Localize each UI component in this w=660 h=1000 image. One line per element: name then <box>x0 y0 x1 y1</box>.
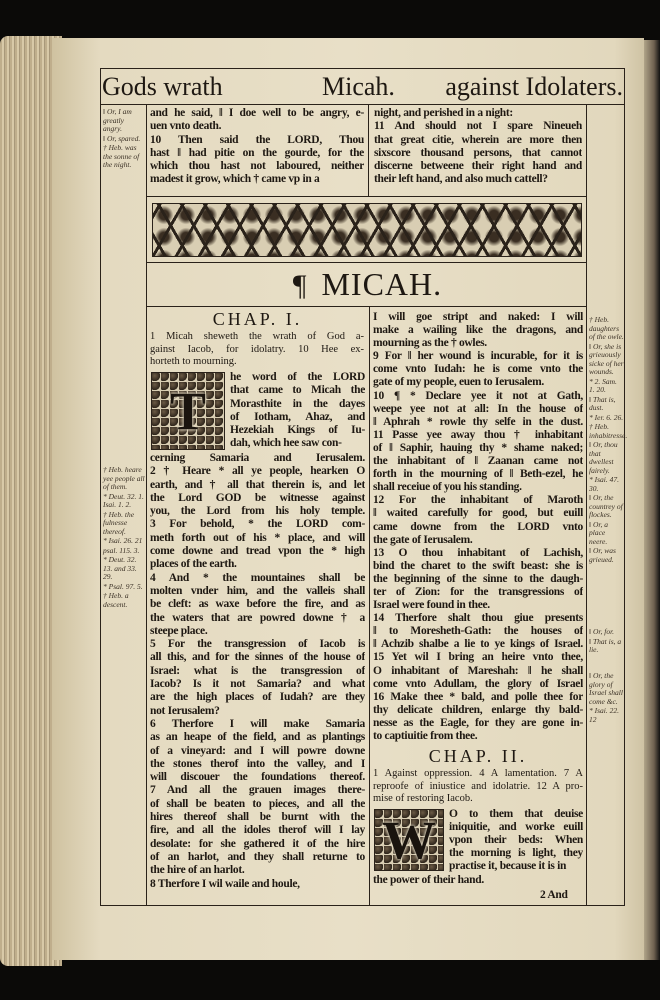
text-line: thy delicate children, enlarge thy bald- <box>373 703 583 716</box>
text-line: their left hand, and also much cattell? <box>374 173 548 186</box>
text-line: 1 Micah sheweth the wrath of God a- <box>150 331 364 342</box>
text-line: vpon their beds: When <box>449 834 583 847</box>
margin-note: * Isai. 47. 30. <box>589 475 619 493</box>
chapter-1-opening <box>230 371 365 451</box>
text-line: are the high places of Iudah? are they <box>150 691 365 704</box>
text-line: bind the charet to the swift beast: she is <box>373 559 583 572</box>
margin-note: * Deut. 32. 13. and 33. 29. <box>103 555 137 581</box>
text-line: gate of my people, euen to Ierusalem. <box>373 376 544 389</box>
catchword: 2 And <box>540 889 568 901</box>
text-line: desolate: for she gathered it of the hire <box>150 837 365 850</box>
text-line: not Ierusalem? <box>150 704 220 717</box>
dropcap-t: T <box>151 372 225 450</box>
dropcap-w: W <box>374 809 444 871</box>
running-head-left: Gods wrath <box>102 72 223 101</box>
chapter-1-text <box>150 452 365 891</box>
text-line: 10 ¶ * Declare yee it not at Gath, <box>373 389 583 402</box>
text-line: gainst Iacob, for idolatry. 10 Hee ex- <box>150 343 364 355</box>
text-line: shall receiue of you his standing. <box>373 481 522 494</box>
text-line: 15 Yet wil I bring an heire vnto thee, <box>373 651 583 664</box>
header-rule <box>100 104 625 105</box>
text-line: come vnto Iudah: he is come vnto the <box>373 363 583 376</box>
text-line: O to them that deuise <box>449 808 583 820</box>
margin-note: ‖ Or, the glory of Israel shall come &c. <box>589 671 623 706</box>
right-margin-notes-a <box>589 315 628 565</box>
text-line: 10 Then said the LORD, Thou <box>150 133 364 146</box>
text-line: ter of Zion: for the transgressions of <box>373 585 583 598</box>
text-line: weepe yee not at all: In the house of <box>373 402 583 415</box>
text-line: 11 Passe yee away thou † inhabitant <box>373 428 583 441</box>
text-line: came downe from the LORD vnto <box>373 520 583 533</box>
text-line: sixscore thousand persons, that cannot <box>374 146 582 159</box>
text-line: madest it grow, which † came vp in a <box>150 173 320 186</box>
book-title-text: MICAH. <box>321 266 443 302</box>
text-line: 12 For the inhabitant of Maroth <box>373 494 583 507</box>
right-column-text <box>373 311 583 743</box>
top-left-column <box>150 107 364 187</box>
chapter-2-summary <box>373 768 583 806</box>
text-line: 1 Against oppression. 4 A lamentation. 7 A <box>373 768 583 779</box>
margin-note: ‖ Or, a place neere. <box>589 519 608 546</box>
main-column-rule <box>369 306 370 906</box>
title-rule <box>146 306 586 307</box>
text-line: he word of the LORD <box>230 371 365 383</box>
text-line: dah, which hee saw con- <box>230 437 342 450</box>
margin-note: † Heb. a descent. <box>103 591 129 609</box>
text-line: ‖ Aphrah * rowle thy selfe in the dust. <box>373 415 583 428</box>
text-line: the power of their hand. <box>373 874 484 886</box>
text-line: hast ‖ had pitie on the gourde, for the <box>150 146 364 159</box>
text-line: 5 For the transgression of Iacob is <box>150 638 365 651</box>
right-margin-rule <box>586 104 587 906</box>
text-line: be cleft: as waxe before the fire, and as <box>150 598 365 611</box>
text-line: steepe place. <box>150 624 208 637</box>
text-line: of a vineyard: and I will powre downe <box>150 744 365 757</box>
text-line: earth, and † all that therein is, and let <box>150 478 365 491</box>
text-line: reproofe of iniustice and idolatrie. 12 A pro- <box>373 780 583 792</box>
left-margin-rule <box>146 104 147 906</box>
text-line: make a wailing like the dragons, and <box>373 324 583 337</box>
margin-note: * Deut. 32. 1. Isai. 1. 2. <box>103 491 144 509</box>
text-line: nesse as the Eagle, for they are gone in- <box>373 716 583 729</box>
text-line: 14 Therfore shalt thou giue presents <box>373 612 583 625</box>
text-line: the inhabitant of ‖ Zaanan came not <box>373 455 583 468</box>
text-line: night, and perished in a night: <box>374 107 513 119</box>
text-line: O inhabitant of Mareshah: ‖ he shall <box>373 664 583 677</box>
chapter-2-opening <box>449 808 583 873</box>
text-line: of an harlot, and they shall returne to <box>150 850 365 863</box>
text-line: of shall be beaten to pieces, and all the <box>150 797 365 810</box>
top-column-rule <box>368 104 369 196</box>
text-line: the hire of an harlot. <box>150 864 245 877</box>
text-line: that great citie, wherein are more then <box>374 133 582 146</box>
chapter-1-heading: CHAP. I. <box>212 309 303 329</box>
margin-note: * Psal. 97. 5. <box>103 581 143 591</box>
text-line: will discouer the foundations thereof. <box>150 771 365 784</box>
text-line: Morasthite in the dayes <box>230 397 365 410</box>
text-line: 9 For ‖ her wound is incurable, for it is <box>373 350 583 363</box>
text-line: the waters that are powred downe † a <box>150 611 365 624</box>
top-right-column <box>374 107 582 187</box>
margin-note: psal. 115. 3. <box>103 545 140 555</box>
book-title <box>150 264 585 304</box>
text-line: meth forth out of his * place, and will <box>150 531 365 544</box>
text-line: ‖ waited carefully for good, but euill <box>373 507 583 520</box>
text-line: 4 And * the mountaines shall be <box>150 571 365 584</box>
margin-note: ‖ Or, was grieued. <box>589 546 616 564</box>
right-margin-notes-c <box>589 672 624 725</box>
text-line: 3 For behold, * the LORD com- <box>150 518 365 531</box>
margin-note: ‖ Or, spared. <box>103 133 141 143</box>
text-line: forth in the mourning of ‖ Beth-ezel, he <box>373 468 583 481</box>
text-line: horteth to mourning. <box>150 356 237 367</box>
text-line: 8 Therfore I wil waile and houle, <box>150 877 300 890</box>
margin-note: * Isai. 22. 12 <box>589 706 619 724</box>
text-line: the morning is light, they <box>449 847 583 860</box>
text-line: come vnto Adullam, the glory of Israel <box>373 677 583 690</box>
text-line: mise of restoring Iacob. <box>373 793 473 804</box>
text-line: Iacob? Is it not Samaria? and what <box>150 678 365 691</box>
top-section-rule <box>146 196 586 197</box>
margin-note: † Heb. inhabitresse. <box>589 422 628 440</box>
text-line: and he said, ‖ I doe well to be angry, e- <box>150 107 364 119</box>
margin-note: † Heb. was the sonne of the night. <box>103 143 140 169</box>
text-line: 6 Therfore I will make Samaria <box>150 717 365 730</box>
text-line: Israel were found in thee. <box>373 599 490 612</box>
text-line: which thou hast not laboured, neither <box>150 160 364 173</box>
text-line: uen vnto death. <box>150 120 222 133</box>
text-line: of ‖ Saphir, hauing thy * shame naked; <box>373 441 583 454</box>
margin-note: * 2. Sam. 1. 20. <box>589 376 617 394</box>
margin-note: † Heb. heare yee people all of them. <box>103 465 145 491</box>
running-head-center: Micah. <box>322 72 395 101</box>
text-line: 7 And all the grauen images there- <box>150 784 365 797</box>
top-margin-notes <box>103 108 144 171</box>
ornament-rule <box>146 262 586 263</box>
text-line: to captiuitie from thee. <box>373 730 478 742</box>
text-line: cerning Samaria and Ierusalem. <box>150 452 365 464</box>
text-line: I will goe stript and naked: I will <box>373 311 583 323</box>
margin-note: ‖ Or, I am greatly angry. <box>103 107 132 133</box>
margin-note: ‖ Or, thou that dwellest fairely. <box>589 440 618 475</box>
text-line: that came to Micah the <box>230 384 365 397</box>
text-line: the stones therof into the valley, and I <box>150 757 365 770</box>
text-line: hires thereof shall be burnt with the <box>150 811 365 824</box>
text-line: fire, and all the idoles therof will I lay <box>150 824 365 837</box>
text-line: as an heape of the field, and as plantings <box>150 731 365 744</box>
text-line: practise it, because it is in <box>449 860 567 873</box>
text-line: 2 † Heare * all ye people, hearken O <box>150 465 365 478</box>
decorative-ornament-band <box>152 203 582 257</box>
left-margin-notes <box>103 466 145 610</box>
margin-note: ‖ Or, she is grieuously sicke of her wounds. <box>589 341 624 376</box>
text-line: mourning as the † owles. <box>373 337 487 350</box>
text-line: 16 Make thee * bald, and polle thee for <box>373 690 583 703</box>
text-line: ‖ Achzib shalbe a lie to ye kings of Israel. <box>373 638 583 651</box>
text-line: the Lord GOD be witnesse against <box>150 491 365 504</box>
chapter-2-heading: CHAP. II. <box>428 746 528 766</box>
text-line: you, the Lord from his holy temple. <box>150 505 365 518</box>
margin-note: * Ier. 6. 26. <box>589 412 624 422</box>
text-line: places of the earth. <box>150 558 237 571</box>
text-line: the gate of Ierusalem. <box>373 533 473 546</box>
chapter-1-summary <box>150 331 364 369</box>
margin-note: ‖ Or, the countrey of flockes. <box>589 493 623 519</box>
text-line: iniquitie, and worke euill <box>449 821 583 834</box>
margin-note: † Heb. the fulnesse thereof. <box>103 509 135 536</box>
text-line: 11 And should not I spare Nineueh <box>374 120 582 133</box>
margin-note: ‖ That is, a lie. <box>589 636 622 654</box>
chapter-2-text <box>373 874 583 887</box>
text-line: of Iotham, Ahaz, and <box>230 410 365 423</box>
margin-note: * Isai. 26. 21 <box>103 536 143 545</box>
text-line: 13 O thou inhabitant of Lachish, <box>373 546 583 559</box>
text-line: the beginning of the sinne to the daugh- <box>373 572 583 585</box>
text-line: discerne betweene their right hand and <box>374 160 582 173</box>
pilcrow-icon: ¶ <box>292 269 308 302</box>
text-line: ‖ to Moresheth-Gath: the houses of <box>373 625 583 638</box>
right-margin-notes-b <box>589 628 624 656</box>
margin-note: † Heb. daughters of the owle. <box>589 315 624 341</box>
text-line: come downe and tread vpon the * high <box>150 545 365 558</box>
text-line: Hezekiah Kings of Iu- <box>230 424 365 437</box>
margin-note: ‖ Or, for. <box>589 627 615 636</box>
text-line: molten vnder him, and the valleis shall <box>150 584 365 597</box>
text-line: all this, and for the sinnes of the house of <box>150 651 365 664</box>
running-head-right: against Idolaters. <box>445 72 623 101</box>
text-line: Israel: what is the transgression of <box>150 664 365 677</box>
margin-note: ‖ That is, dust. <box>589 394 616 412</box>
